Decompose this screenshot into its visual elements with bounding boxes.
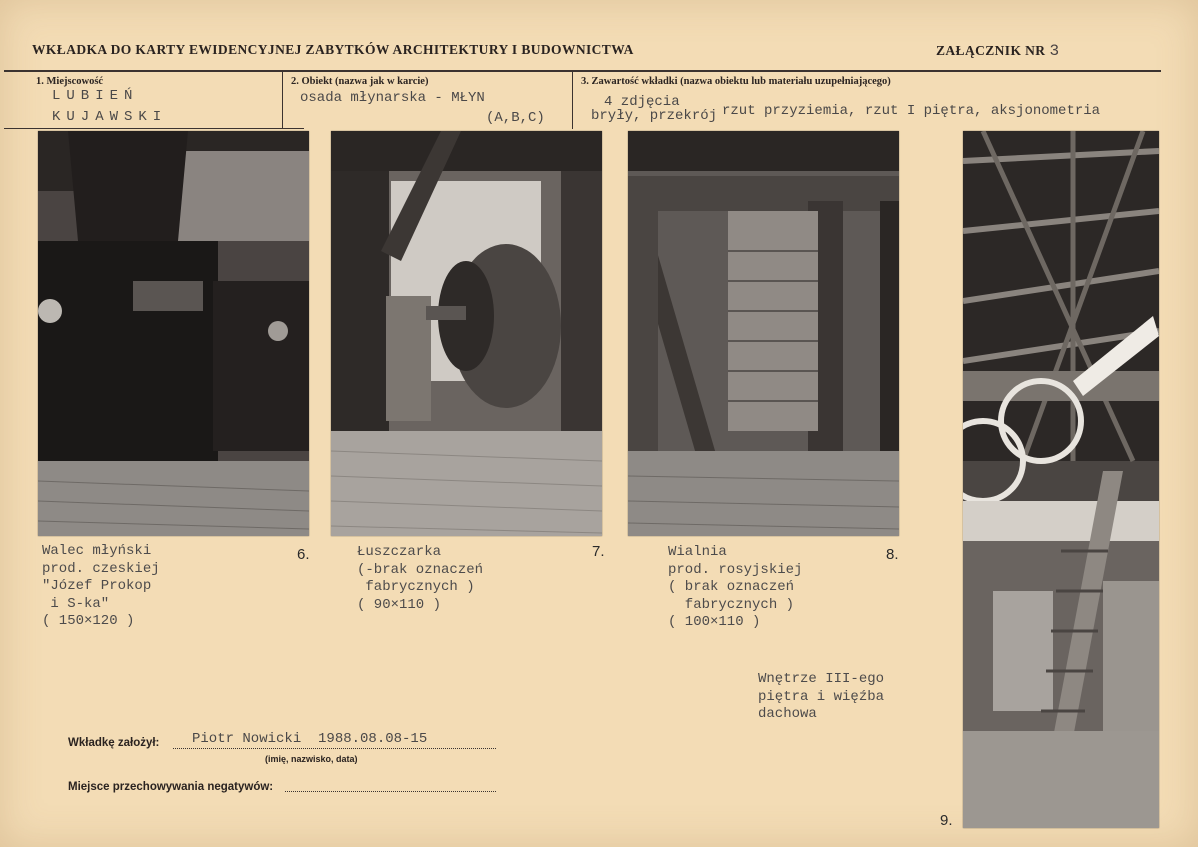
photo-number-6: 6. xyxy=(297,546,310,563)
object-label: 2. Obiekt (nazwa jak w karcie) xyxy=(291,76,429,87)
contents-value-line3: bryły, przekrój xyxy=(591,108,718,124)
object-value-line1: osada młynarska - MŁYN xyxy=(300,90,485,106)
photo-roller-mill xyxy=(38,131,309,536)
contents-label: 3. Zawartość wkładki (nazwa obiektu lub materiału uzupełniającego) xyxy=(581,76,891,87)
contents-value-line1: 4 zdjęcia xyxy=(604,94,680,110)
photo-third-floor-roof xyxy=(963,131,1159,828)
annex-label-text: ZAŁĄCZNIK NR xyxy=(936,43,1046,58)
caption-huller: Łuszczarka (-brak oznaczeń fabrycznych ) ( 90×110 ) xyxy=(357,544,484,613)
contents-value-line2: rzut przyziemia, rzut I piętra, aksjonometria xyxy=(722,103,1101,119)
annex-label xyxy=(936,42,1059,60)
locality-value-line2: KUJAWSKI xyxy=(52,109,168,125)
caption-third-floor-roof: Wnętrze III-ego piętra i więźba dachowa xyxy=(758,671,885,722)
caption-sifter: Wialnia prod. rosyjskiej ( brak oznaczeń fabrycznych ) ( 100×110 ) xyxy=(668,544,803,630)
negatives-dotted-line xyxy=(285,791,496,792)
header-bottom-rule xyxy=(4,128,304,129)
object-value-line2: (A,B,C) xyxy=(486,110,545,126)
annex-number: 3 xyxy=(1049,42,1060,60)
locality-value-line1: LUBIEŃ xyxy=(52,88,139,104)
header-top-rule xyxy=(4,70,1161,72)
photo-number-7: 7. xyxy=(592,543,605,560)
founder-hint: (imię, nazwisko, data) xyxy=(265,754,358,764)
col-divider-1 xyxy=(282,71,283,129)
photo-number-9: 9. xyxy=(940,812,953,829)
photo-number-8: 8. xyxy=(886,546,899,563)
caption-roller-mill: Walec młyński prod. czeskiej "Józef Prokop i S-ka" ( 150×120 ) xyxy=(42,543,160,629)
founder-value: Piotr Nowicki 1988.08.08-15 xyxy=(192,731,428,747)
document-title: WKŁADKA DO KARTY EWIDENCYJNEJ ZABYTKÓW ARCHITEKTURY I BUDOWNICTWA xyxy=(32,42,634,57)
col-divider-2 xyxy=(572,71,573,129)
founder-label: Wkładkę założył: xyxy=(68,737,160,749)
negatives-label: Miejsce przechowywania negatywów: xyxy=(68,781,274,793)
founder-dotted-line xyxy=(173,748,496,749)
locality-label: 1. Miejscowość xyxy=(36,76,104,87)
photo-sifter xyxy=(628,131,899,536)
photo-huller xyxy=(331,131,602,536)
